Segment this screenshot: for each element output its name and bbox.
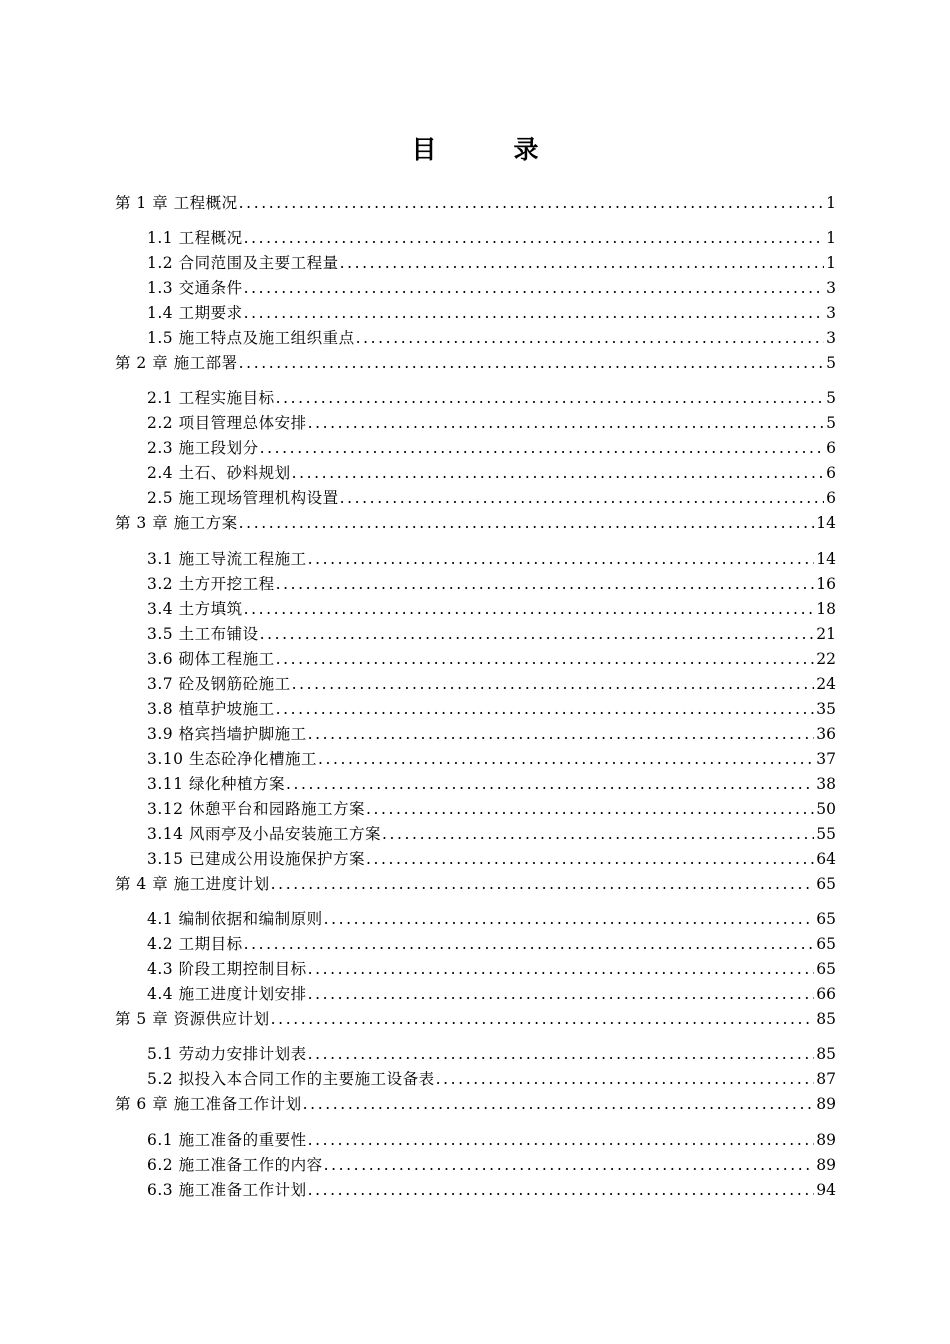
toc-page-number: 65 <box>816 875 836 893</box>
toc-page-number: 65 <box>816 935 836 953</box>
toc-entry-title: 3.15 已建成公用设施保护方案 <box>147 850 365 868</box>
toc-dot-leader <box>340 487 825 509</box>
toc-page-number: 3 <box>826 329 836 347</box>
toc-dot-leader <box>382 823 814 845</box>
toc-entry-title: 第 2 章 施工部署 <box>115 354 238 372</box>
toc-page-number: 65 <box>816 910 836 928</box>
toc-page-number: 89 <box>816 1095 836 1113</box>
toc-chapter-entry[interactable] <box>115 1008 836 1030</box>
toc-dot-leader <box>239 352 824 374</box>
toc-entry-title: 4.1 编制依据和编制原则 <box>147 910 323 928</box>
toc-entry-title: 3.9 格宾挡墙护脚施工 <box>147 725 307 743</box>
toc-dot-leader <box>271 873 815 895</box>
toc-section-entry[interactable] <box>147 462 836 484</box>
toc-page-number: 14 <box>816 514 836 532</box>
toc-entry-title: 3.14 风雨亭及小品安装施工方案 <box>147 825 381 843</box>
toc-section-entry[interactable] <box>147 648 836 670</box>
toc-page-number: 6 <box>826 489 836 507</box>
toc-title: 目 录 <box>411 135 565 164</box>
toc-section-entry[interactable] <box>147 723 836 745</box>
toc-dot-leader <box>308 983 815 1005</box>
toc-dot-leader <box>436 1068 815 1090</box>
toc-dot-leader <box>308 548 815 570</box>
toc-dot-leader <box>276 648 815 670</box>
toc-section-entry[interactable] <box>147 848 836 870</box>
toc-entry-title: 6.2 施工准备工作的内容 <box>147 1156 323 1174</box>
toc-entry-title: 1.5 施工特点及施工组织重点 <box>147 329 355 347</box>
toc-dot-leader <box>239 192 824 214</box>
toc-entry-title: 第 6 章 施工准备工作计划 <box>115 1095 302 1113</box>
toc-page-number: 64 <box>816 850 836 868</box>
toc-section-entry[interactable] <box>147 1043 836 1065</box>
toc-section-entry[interactable] <box>147 1129 836 1151</box>
toc-entry-title: 3.7 砼及钢筋砼施工 <box>147 675 291 693</box>
toc-section-entry[interactable] <box>147 437 836 459</box>
toc-section-entry[interactable] <box>147 673 836 695</box>
toc-section-entry[interactable] <box>147 598 836 620</box>
toc-dot-leader <box>260 437 825 459</box>
toc-entry-title: 2.4 土石、砂料规划 <box>147 464 291 482</box>
toc-dot-leader <box>276 698 815 720</box>
toc-page-number: 36 <box>816 725 836 743</box>
toc-entry-title: 3.12 休憩平台和园路施工方案 <box>147 800 365 818</box>
toc-dot-leader <box>308 1179 815 1201</box>
toc-dot-leader <box>308 723 815 745</box>
toc-dot-leader <box>276 387 825 409</box>
toc-section-entry[interactable] <box>147 573 836 595</box>
toc-chapter-entry[interactable] <box>115 192 836 214</box>
toc-section-entry[interactable] <box>147 277 836 299</box>
toc-section-entry[interactable] <box>147 302 836 324</box>
toc-page-number: 65 <box>816 960 836 978</box>
toc-entry-title: 3.5 土工布铺设 <box>147 625 259 643</box>
toc-entry-title: 2.2 项目管理总体安排 <box>147 414 307 432</box>
toc-dot-leader <box>303 1093 815 1115</box>
toc-section-entry[interactable] <box>147 252 836 274</box>
toc-page-number: 21 <box>816 625 836 643</box>
toc-dot-leader <box>366 848 814 870</box>
toc-page-number: 94 <box>816 1181 836 1199</box>
toc-section-entry[interactable] <box>147 327 836 349</box>
toc-entry-title: 3.10 生态砼净化槽施工 <box>147 750 317 768</box>
toc-dot-leader <box>244 277 825 299</box>
toc-section-entry[interactable] <box>147 1154 836 1176</box>
toc-entry-title: 2.5 施工现场管理机构设置 <box>147 489 339 507</box>
toc-page-number: 22 <box>816 650 836 668</box>
toc-page-number: 18 <box>816 600 836 618</box>
toc-section-entry[interactable] <box>147 748 836 770</box>
toc-entry-title: 3.2 土方开挖工程 <box>147 575 275 593</box>
toc-page-number: 24 <box>816 675 836 693</box>
toc-dot-leader <box>324 908 815 930</box>
toc-page-number: 5 <box>826 354 836 372</box>
toc-dot-leader <box>292 673 815 695</box>
toc-section-entry[interactable] <box>147 698 836 720</box>
toc-section-entry[interactable] <box>147 1179 836 1201</box>
toc-dot-leader <box>308 412 825 434</box>
toc-entry-title: 2.1 工程实施目标 <box>147 389 275 407</box>
toc-page-number: 50 <box>816 800 836 818</box>
toc-entry-title: 1.3 交通条件 <box>147 279 243 297</box>
toc-section-entry[interactable] <box>147 823 836 845</box>
toc-section-entry[interactable] <box>147 412 836 434</box>
toc-chapter-entry[interactable] <box>115 1093 836 1115</box>
toc-entry-title: 3.8 植草护坡施工 <box>147 700 275 718</box>
toc-entry-title: 6.1 施工准备的重要性 <box>147 1131 307 1149</box>
toc-dot-leader <box>239 512 815 534</box>
toc-entry-title: 3.4 土方填筑 <box>147 600 243 618</box>
toc-page-number: 6 <box>826 439 836 457</box>
toc-page-number: 16 <box>816 575 836 593</box>
toc-dot-leader <box>260 623 815 645</box>
toc-page-number: 66 <box>816 985 836 1003</box>
toc-dot-leader <box>292 462 825 484</box>
toc-page-number: 85 <box>816 1045 836 1063</box>
toc-page-number: 6 <box>826 464 836 482</box>
toc-chapter-entry[interactable] <box>115 873 836 895</box>
toc-entry-title: 第 3 章 施工方案 <box>115 514 238 532</box>
toc-chapter-entry[interactable] <box>115 352 836 374</box>
toc-entry-title: 3.11 绿化种植方案 <box>147 775 285 793</box>
toc-dot-leader <box>276 573 815 595</box>
toc-entry-title: 第 1 章 工程概况 <box>115 194 238 212</box>
toc-dot-leader <box>244 598 815 620</box>
toc-section-entry[interactable] <box>147 908 836 930</box>
toc-section-entry[interactable] <box>147 1068 836 1090</box>
toc-entry-title: 1.2 合同范围及主要工程量 <box>147 254 339 272</box>
toc-dot-leader <box>356 327 825 349</box>
toc-page-number: 38 <box>816 775 836 793</box>
toc-section-entry[interactable] <box>147 983 836 1005</box>
toc-entry-title: 3.6 砌体工程施工 <box>147 650 275 668</box>
toc-section-entry[interactable] <box>147 933 836 955</box>
toc-dot-leader <box>366 798 814 820</box>
toc-page-number: 89 <box>816 1131 836 1149</box>
toc-page-number: 5 <box>826 389 836 407</box>
toc-dot-leader <box>308 958 815 980</box>
toc-entry-title: 1.1 工程概况 <box>147 229 243 247</box>
toc-entry-title: 6.3 施工准备工作计划 <box>147 1181 307 1199</box>
toc-dot-leader <box>324 1154 815 1176</box>
toc-entry-title: 3.1 施工导流工程施工 <box>147 550 307 568</box>
toc-dot-leader <box>244 933 815 955</box>
toc-entry-title: 4.3 阶段工期控制目标 <box>147 960 307 978</box>
toc-page-number: 85 <box>816 1010 836 1028</box>
toc-section-entry[interactable] <box>147 773 836 795</box>
toc-entry-title: 4.4 施工进度计划安排 <box>147 985 307 1003</box>
toc-entry-title: 2.3 施工段划分 <box>147 439 259 457</box>
toc-page-number: 37 <box>816 750 836 768</box>
toc-section-entry[interactable] <box>147 958 836 980</box>
toc-dot-leader <box>308 1043 815 1065</box>
toc-chapter-entry[interactable] <box>115 512 836 534</box>
toc-entry-title: 1.4 工期要求 <box>147 304 243 322</box>
toc-entry-title: 5.2 拟投入本合同工作的主要施工设备表 <box>147 1070 435 1088</box>
toc-page-number: 5 <box>826 414 836 432</box>
toc-dot-leader <box>308 1129 815 1151</box>
toc-page-number: 3 <box>826 279 836 297</box>
toc-page-number: 1 <box>826 194 836 212</box>
toc-section-entry[interactable] <box>147 227 836 249</box>
toc-dot-leader <box>271 1008 815 1030</box>
toc-page-number: 1 <box>826 229 836 247</box>
toc-page-number: 55 <box>816 825 836 843</box>
toc-dot-leader <box>318 748 814 770</box>
toc-dot-leader <box>286 773 814 795</box>
toc-page-number: 35 <box>816 700 836 718</box>
toc-entry-title: 4.2 工期目标 <box>147 935 243 953</box>
toc-page-number: 1 <box>826 254 836 272</box>
toc-section-entry[interactable] <box>147 623 836 645</box>
toc-entry-title: 第 4 章 施工进度计划 <box>115 875 270 893</box>
toc-section-entry[interactable] <box>147 548 836 570</box>
toc-section-entry[interactable] <box>147 387 836 409</box>
toc-page-number: 14 <box>816 550 836 568</box>
toc-dot-leader <box>244 302 825 324</box>
toc-page-number: 87 <box>816 1070 836 1088</box>
toc-page-number: 89 <box>816 1156 836 1174</box>
toc-section-entry[interactable] <box>147 487 836 509</box>
toc-dot-leader <box>340 252 825 274</box>
toc-dot-leader <box>244 227 825 249</box>
toc-section-entry[interactable] <box>147 798 836 820</box>
toc-entry-title: 第 5 章 资源供应计划 <box>115 1010 270 1028</box>
toc-entry-title: 5.1 劳动力安排计划表 <box>147 1045 307 1063</box>
toc-page-number: 3 <box>826 304 836 322</box>
